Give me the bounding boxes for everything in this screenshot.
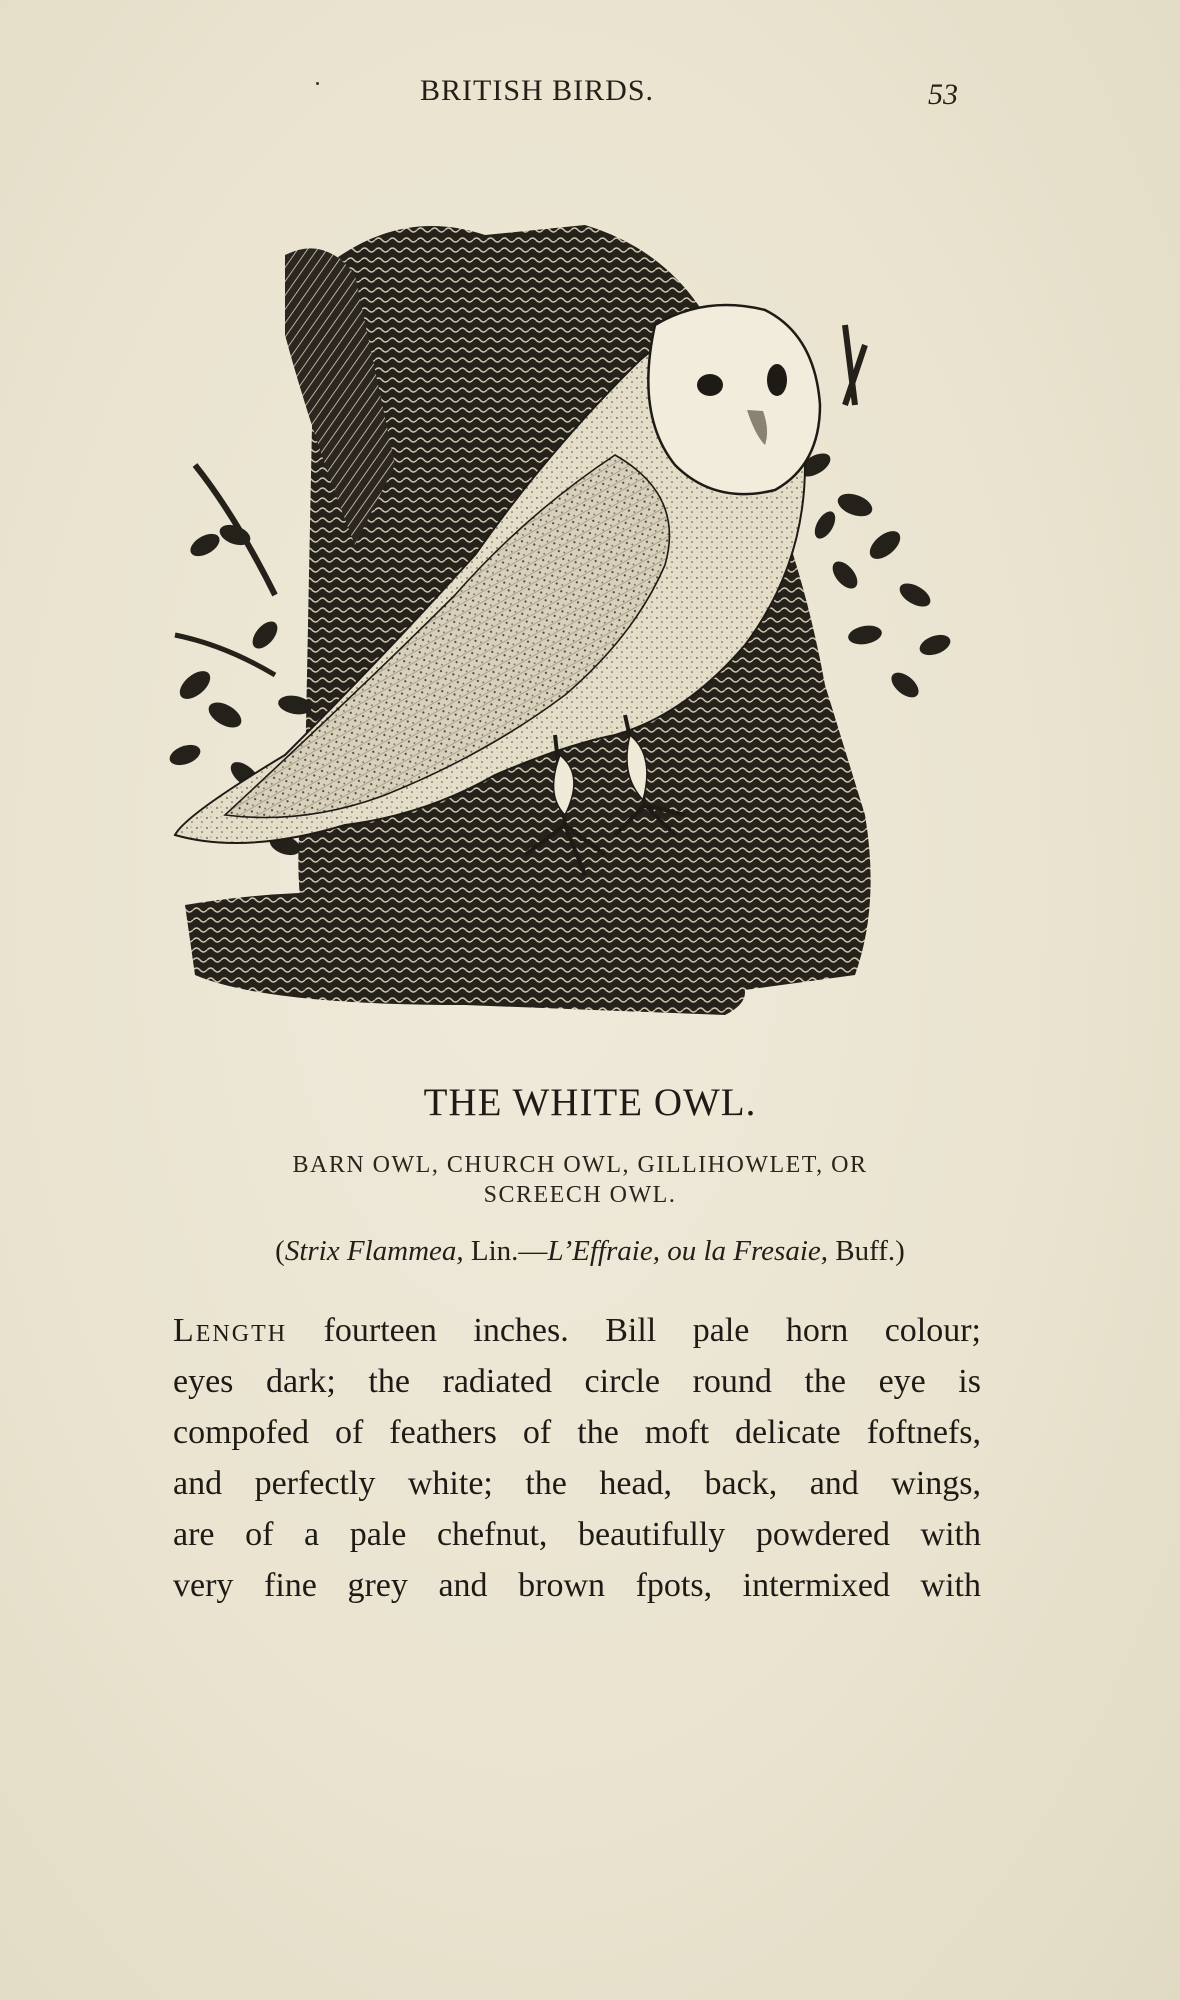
paragraph-line: are of a pale chefnut, beautifully powdered with xyxy=(173,1516,981,1553)
synonymy-line xyxy=(0,1235,1180,1268)
owl-eye-right xyxy=(767,364,787,396)
entry-title: THE WHITE OWL. xyxy=(423,1081,757,1124)
paragraph-line: compofed of feathers of the moft delicate foftnefs, xyxy=(173,1414,981,1451)
owl-eye-left xyxy=(697,374,723,396)
paragraph-line xyxy=(173,1305,981,1356)
latin-author: Lin.— xyxy=(463,1235,548,1267)
lead-word: Length xyxy=(173,1312,288,1349)
running-head xyxy=(0,70,1180,110)
paragraph-line: very fine grey and brown fpots, intermixed with xyxy=(173,1567,981,1604)
paragraph-line: and perfectly white; the head, back, and wings, xyxy=(173,1465,981,1502)
french-author: Buff.) xyxy=(828,1235,905,1267)
alternate-names: BARN OWL, CHURCH OWL, GILLIHOWLET, OR SCREECH OWL. xyxy=(292,1152,868,1208)
description-paragraph xyxy=(173,1305,981,1611)
page-number: 53 xyxy=(928,78,958,111)
paragraph-line: eyes dark; the radiated circle round the eye is xyxy=(173,1363,981,1400)
ink-speck xyxy=(316,82,319,85)
running-title: BRITISH BIRDS. xyxy=(420,74,655,107)
synonymy-open-paren: ( xyxy=(275,1235,285,1267)
french-name: L’Effraie, ou la Fresaie, xyxy=(547,1235,829,1267)
latin-name: Strix Flammea, xyxy=(284,1235,464,1267)
line-text: fourteen inches. Bill pale horn colour; xyxy=(287,1312,981,1349)
barn-owl-woodcut xyxy=(165,215,965,1045)
foliage-right xyxy=(796,325,953,702)
